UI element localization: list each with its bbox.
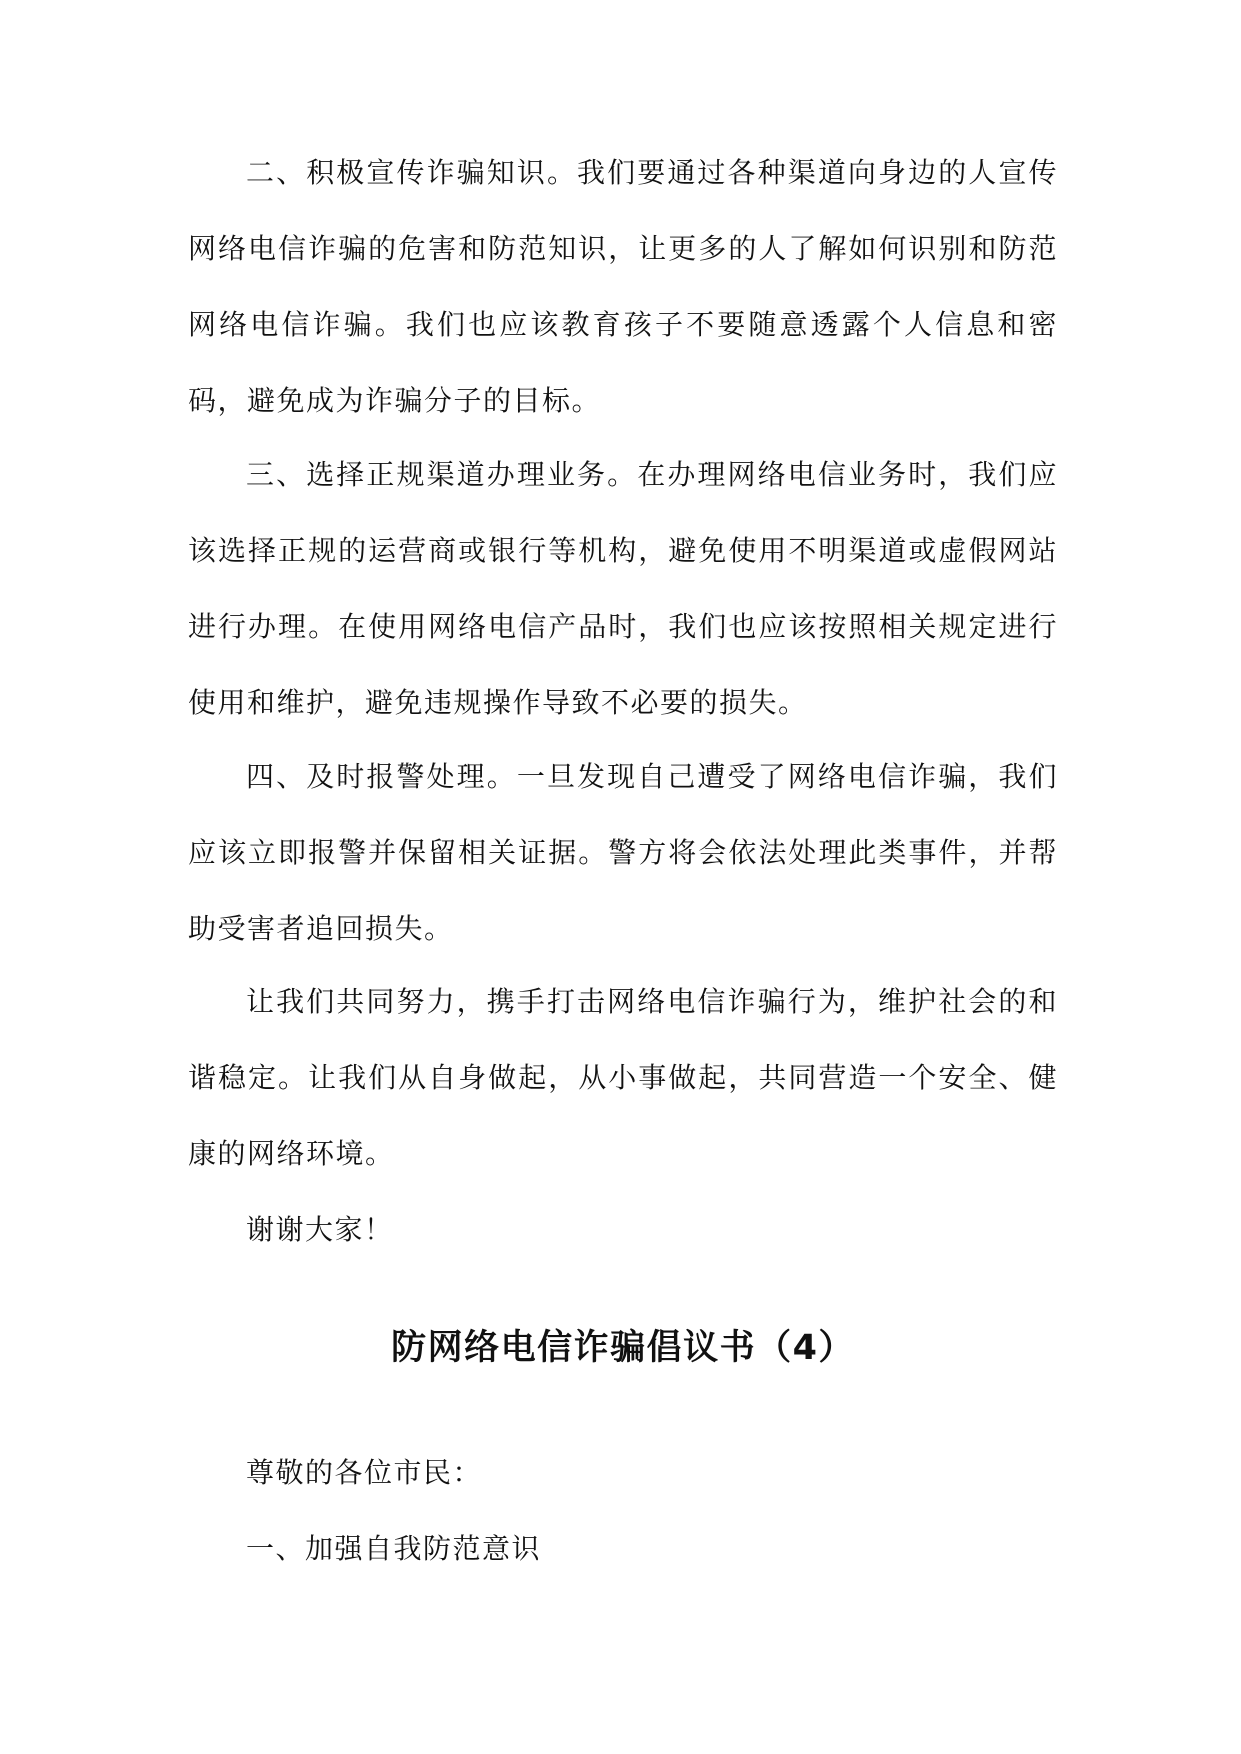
salutation: 尊敬的各位市民：: [246, 1456, 483, 1489]
paragraph-official-channels: 三、选择正规渠道办理业务。在办理网络电信业务时，我们应该选择正规的运营商或银行等机构，避免使用不明渠道或虚假网站进行办理。在使用网络电信产品时，我们也应该按照相关规定进行使用和维护，避免违规操作导致不必要的损失。: [188, 458, 1058, 719]
paragraph-spread-knowledge: 二、积极宣传诈骗知识。我们要通过各种渠道向身边的人宣传网络电信诈骗的危害和防范知识，让更多的人了解如何识别和防范网络电信诈骗。我们也应该教育孩子不要随意透露个人信息和密码，避免成为诈骗分子的目标。: [188, 156, 1058, 417]
paragraph-thanks: 谢谢大家！: [246, 1213, 394, 1246]
section-title: 防网络电信诈骗倡议书（4）: [391, 1328, 855, 1368]
paragraph-report-police: 四、及时报警处理。一旦发现自己遭受了网络电信诈骗，我们应该立即报警并保留相关证据。警方将会依法处理此类事件，并帮助受害者追回损失。: [188, 760, 1058, 945]
paragraph-closing-appeal: 让我们共同努力，携手打击网络电信诈骗行为，维护社会的和谐稳定。让我们从自身做起，从小事做起，共同营造一个安全、健康的网络环境。: [188, 985, 1058, 1170]
list-item-heading: 一、加强自我防范意识: [246, 1532, 542, 1565]
